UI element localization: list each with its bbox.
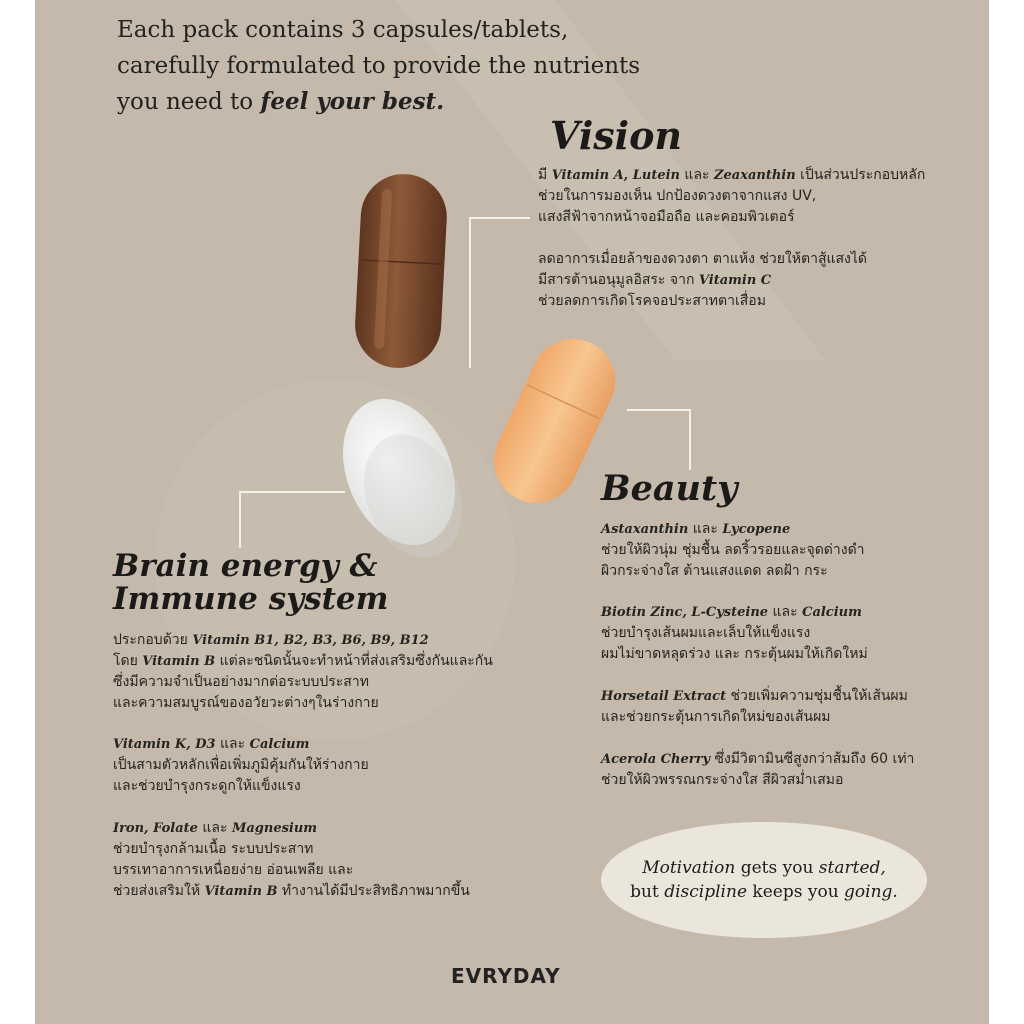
intro-emphasis: feel your best. xyxy=(260,88,445,115)
vision-line-4: ลดอาการเมื่อยล้าของดวงตา ตาแห้ง ช่วยให้ตาสู้แสงได้ xyxy=(538,251,868,267)
brain-block-2: Vitamin K, D3 และ Calcium เป็นสามตัวหลักเพื่อเพิ่มภูมิคุ้มกันให้ร่างกาย และช่วยบำรุงกระดูกให้แข็งแรง xyxy=(113,736,369,794)
intro-line-1: Each pack contains 3 capsules/tablets, xyxy=(117,17,569,43)
brain-block-1: ประกอบด้วย Vitamin B1, B2, B3, B6, B9, B12 โดย Vitamin B แต่ละชนิดนั้นจะทำหน้าที่ส่งเสริมซึ่งกันและกัน ซึ่งมีความจำเป็นอย่างมากต่อระบบประสาท และความสมบูรณ์ของอวัยวะต่างๆในร่างกาย xyxy=(113,632,493,711)
beauty-block-2: Biotin Zinc, L-Cysteine และ Calcium ช่วยบำรุงเส้นผมและเล็บให้แข็งแรง ผมไม่ขาดหลุดร่วง และ กระตุ้นผมให้เกิดใหม่ xyxy=(601,604,868,662)
vision-heading: Vision xyxy=(550,113,683,158)
vision-line-5: มีสารต้านอนุมูลอิสระ จาก Vitamin C xyxy=(538,272,772,288)
intro-line-2: carefully formulated to provide the nutrients xyxy=(117,53,641,79)
vision-line-2: ช่วยในการมองเห็น ปกป้องดวงตาจากแสง UV, xyxy=(538,188,817,204)
beauty-block-4: Acerola Cherry ซึ่งมีวิตามินซีสูงกว่าส้มถึง 60 เท่า ช่วยให้ผิวพรรณกระจ่างใส สีผิวสม่ำเสมอ xyxy=(601,751,915,788)
vision-paragraph-2 xyxy=(538,249,978,312)
vision-paragraph-1 xyxy=(538,165,978,228)
beauty-block-3: Horsetail Extract ช่วยเพิ่มความชุ่มชื้นให้เส้นผม และช่วยกระตุ้นการเกิดใหม่ของเส้นผม xyxy=(601,688,908,725)
infographic-panel xyxy=(35,0,989,1024)
vision-line-6: ช่วยลดการเกิดโรคจอประสาทตาเสื่อม xyxy=(538,293,766,309)
beauty-heading: Beauty xyxy=(601,468,738,509)
intro-line-3: you need to feel your best. xyxy=(117,88,445,115)
vision-line-1: มี Vitamin A, Lutein และ Zeaxanthin เป็นส่วนประกอบหลัก xyxy=(538,167,926,183)
motivation-quote: Motivation gets you started, but discipline keeps you going. xyxy=(601,822,927,938)
intro-text xyxy=(117,12,717,120)
brain-block-3: Iron, Folate และ Magnesium ช่วยบำรุงกล้ามเนื้อ ระบบประสาท บรรเทาอาการเหนื่อยง่าย อ่อนเพลีย และ ช่วยส่งเสริมให้ Vitamin B ทำงานได้มีประสิทธิภาพมากขึ้น xyxy=(113,820,470,899)
evryday-logo: EVRYDAY xyxy=(451,964,561,988)
brain-immune-heading: Brain energy & Immune system xyxy=(113,548,389,617)
vision-line-3: แสงสีฟ้าจากหน้าจอมือถือ และคอมพิวเตอร์ xyxy=(538,209,795,225)
beauty-block-1: Astaxanthin และ Lycopene ช่วยให้ผิวนุ่ม ชุ่มชื้น ลดริ้วรอยและจุดด่างดำ ผิวกระจ่างใส ต้านแสงแดด ลดฝ้า กระ xyxy=(601,521,865,579)
